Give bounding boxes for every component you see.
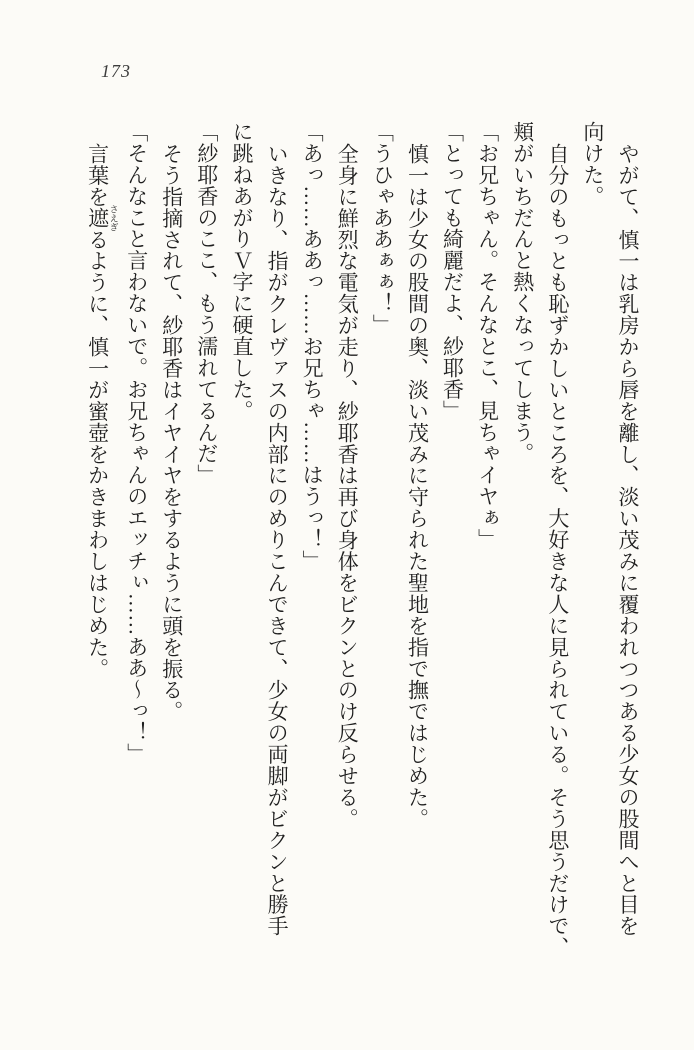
text-line: 「そんなこと言わないで。お兄ちゃんのエッチぃ……ああ～っ！」 [124,121,149,765]
text-line: 「とっても綺麗だよ、紗耶香」 [440,121,465,422]
text-line: 「うひゃああぁぁ！」 [370,121,395,336]
text-line: 「お兄ちゃん。そんなとこ、見ちゃイヤぁ」 [475,121,500,550]
page-text [83,121,645,958]
text-line: 頬がいちだんと熱くなってしまう。 [510,121,535,465]
text-line: に跳ねあがりＶ字に硬直した。 [229,121,254,422]
text-line: 「紗耶香のここ、もう濡れてるんだ」 [194,121,219,486]
furigana-ruby: 遮 さえぎ [85,204,119,232]
text-line: 全身に鮮烈な電気が走り、紗耶香は再び身体をビクンとのけ反らせる。 [335,142,360,829]
text-line: 自分のもっとも恥ずかしいところを、大好きな人に見られている。そう思うだけで、 [545,142,570,958]
text-line: 「あっ……ああっ……お兄ちゃ……はうっ！」 [300,121,325,572]
text-line: いきなり、指がクレヴァスの内部にのめりこんできて、少女の両脚がビクンと勝手 [265,142,290,937]
text-line: やがて、慎一は乳房から唇を離し、淡い茂みに覆われつつある少女の股間へと目を [616,142,640,937]
text-line: そう指摘されて、紗耶香はイヤイヤをするように頭を振る。 [159,142,184,722]
page-number: 173 [101,61,131,81]
text-line: 言葉を遮 さえぎるように、慎一が蜜壺をかきまわしはじめた。 [85,142,119,679]
text-line: 向けた。 [580,121,605,207]
text-line: 慎一は少女の股間の奥、淡い茂みに守られた聖地を指で撫ではじめた。 [405,142,430,829]
